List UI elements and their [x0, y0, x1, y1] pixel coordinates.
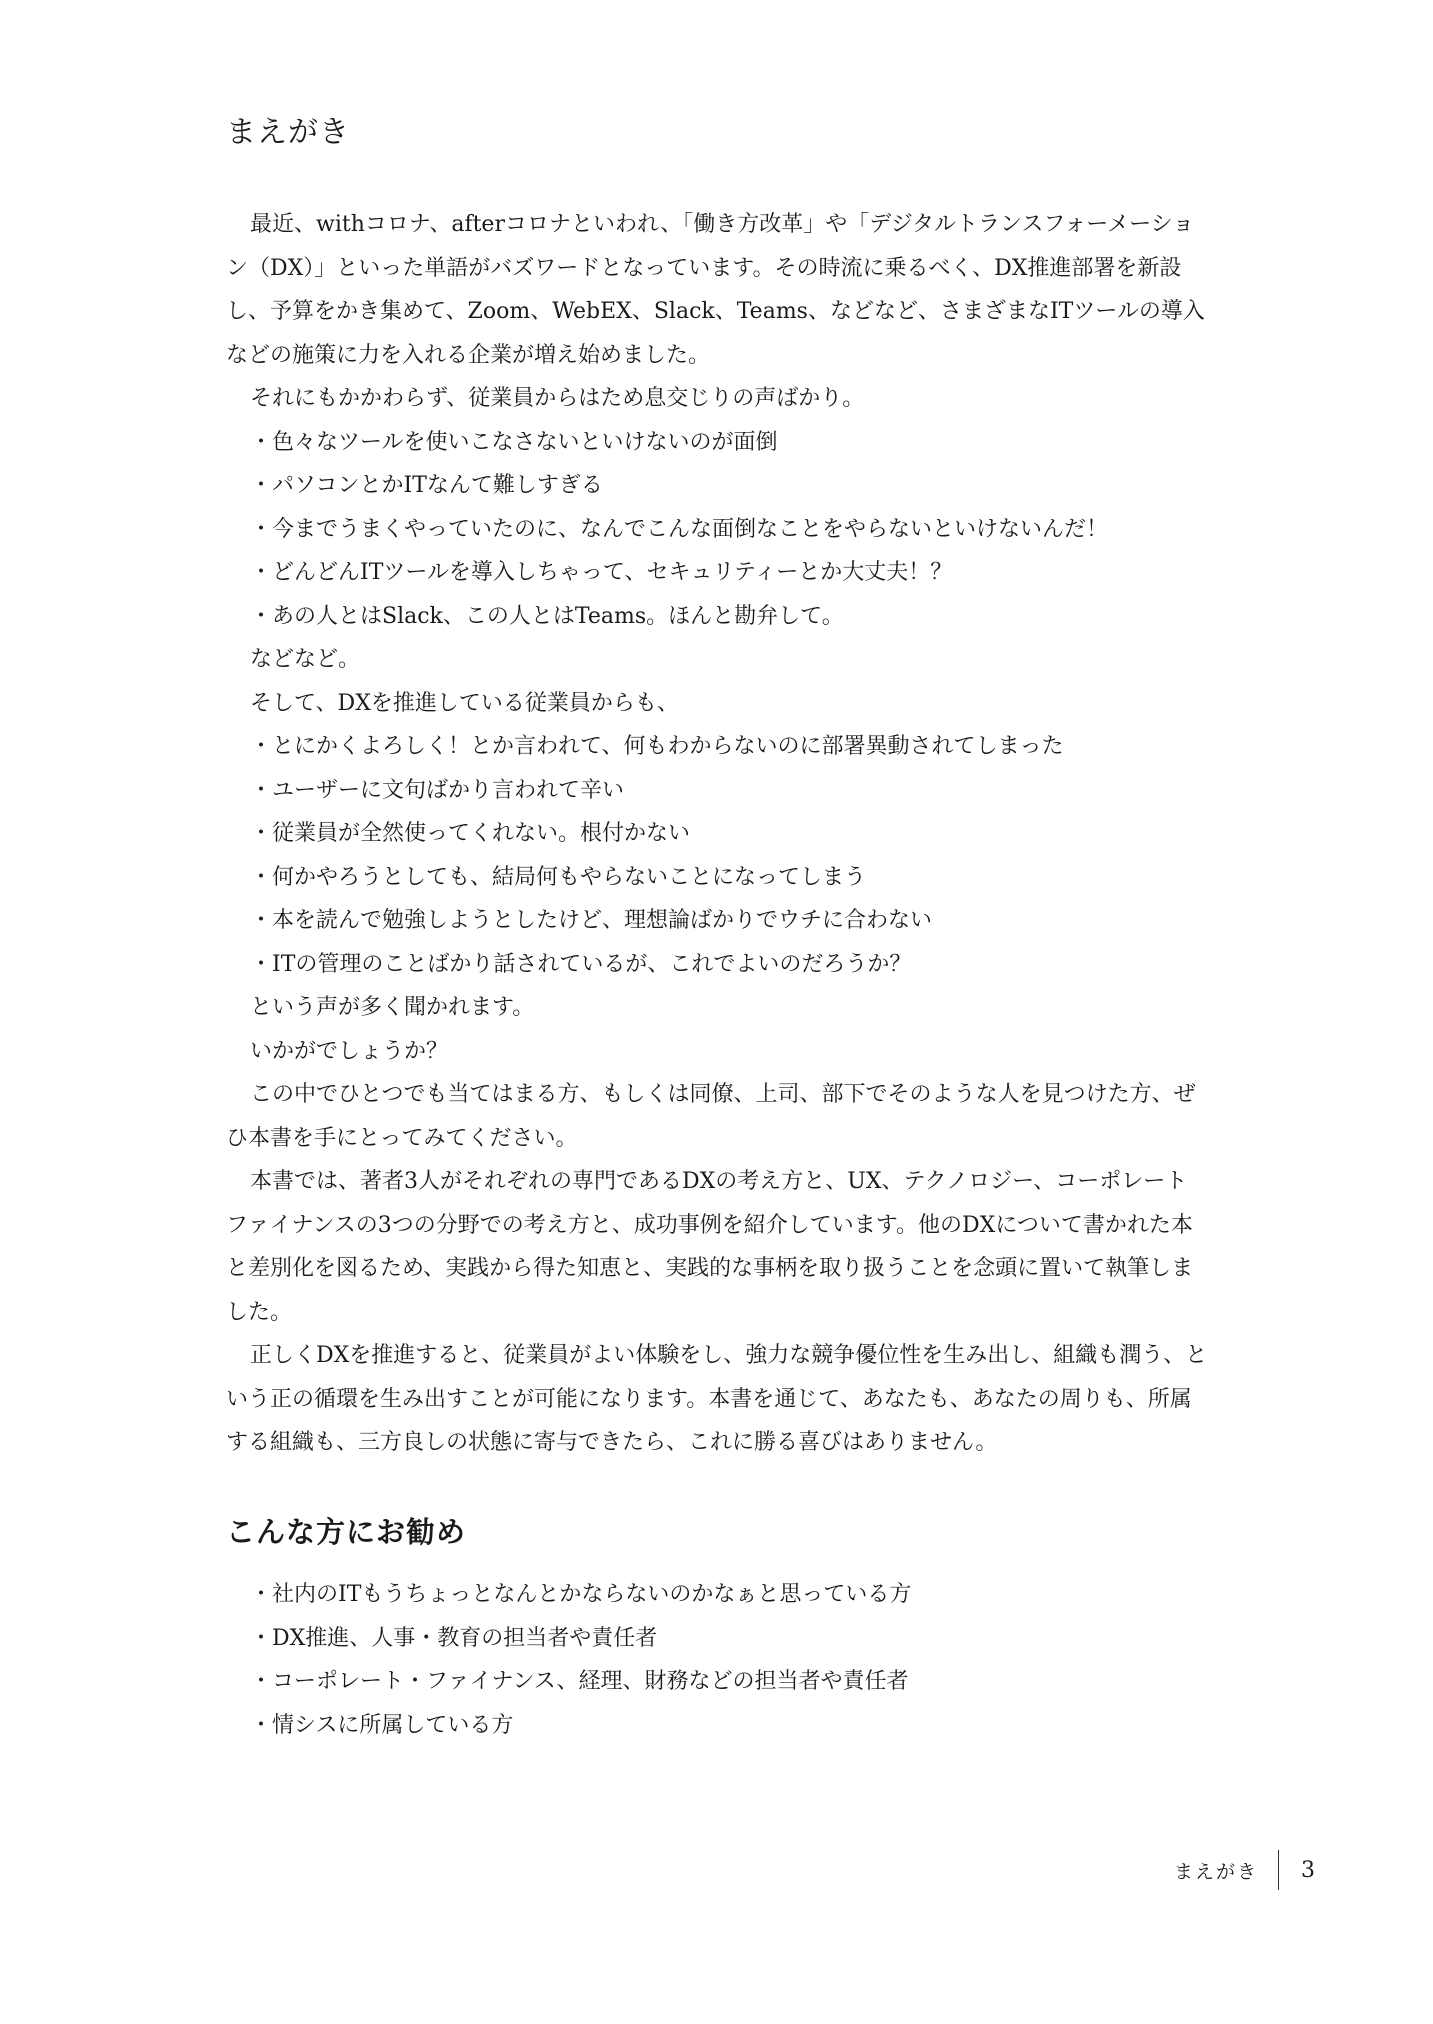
- paragraph-line: この中でひとつでも当てはまる方、もしくは同僚、上司、部下でそのような人を見つけた方、ぜ: [250, 1082, 1196, 1107]
- paragraph-line: 最近、withコロナ、afterコロナといわれ、「働き方改革」や「デジタルトランスフォーメーショ: [250, 212, 1195, 237]
- list-item: ・情シスに所属している方: [250, 1712, 514, 1738]
- paragraph-line: それにもかかわらず、従業員からはため息交じりの声ばかり。: [250, 386, 865, 411]
- list-item: ・今までうまくやっていたのに、なんでこんな面倒なことをやらないといけないんだ！: [250, 516, 1109, 542]
- page-footer: [1174, 1848, 1315, 1892]
- paragraph-line: ファイナンスの3つの分野での考え方と、成功事例を紹介しています。他のDXについて書かれた本: [226, 1212, 1193, 1238]
- recommend-list: [226, 1573, 1316, 1747]
- list-item: ・従業員が全然使ってくれない。根付かない: [250, 821, 691, 846]
- paragraph-line: 本書では、著者3人がそれぞれの専門であるDXの考え方と、UX、テクノロジー、コーポレート: [250, 1169, 1188, 1194]
- list-item: ・ITの管理のことばかり話されているが、これでよいのだろうか？: [250, 951, 912, 977]
- paragraph-line: などの施策に力を入れる企業が増え始めました。: [226, 342, 711, 368]
- list-item: ・ユーザーに文句ばかり言われて辛い: [250, 777, 625, 803]
- paragraph-line: ひ本書を手にとってみてください。: [226, 1125, 578, 1151]
- paragraph-line: いかがでしょうか？: [250, 1038, 449, 1064]
- paragraph-line: し、予算をかき集めて、Zoom、WebEX、Slack、Teams、などなど、さまざまなITツールの導入: [226, 299, 1205, 324]
- preface-heading: まえがき: [226, 115, 350, 150]
- paragraph-line: した。: [226, 1299, 293, 1325]
- paragraph-line: 正しくDXを推進すると、従業員がよい体験をし、強力な競争優位性を生み出し、組織も潤う、と: [250, 1343, 1208, 1368]
- list-item: ・あの人とはSlack、この人とはTeams。ほんと勘弁して。: [250, 603, 844, 629]
- list-item: ・パソコンとかITなんて難しすぎる: [250, 473, 603, 498]
- list-item: ・どんどんITツールを導入しちゃって、セキュリティーとか大丈夫！？: [250, 560, 953, 585]
- paragraph-line: する組織も、三方良しの状態に寄与できたら、これに勝る喜びはありません。: [226, 1430, 998, 1455]
- page-number: 3: [1301, 1857, 1315, 1883]
- list-item: ・社内のITもうちょっとなんとかならないのかなぁと思っている方: [250, 1582, 912, 1607]
- list-item: ・とにかくよろしく！とか言われて、何もわからないのに部署異動されてしまった: [250, 734, 1064, 759]
- paragraph-line: と差別化を図るため、実践から得た知恵と、実践的な事柄を取り扱うことを念頭に置いて執筆しま: [226, 1256, 1194, 1281]
- list-item: ・色々なツールを使いこなさないといけないのが面倒: [250, 429, 778, 455]
- list-item: ・コーポレート・ファイナンス、経理、財務などの担当者や責任者: [250, 1669, 909, 1694]
- recommend-heading: こんな方にお勧め: [226, 1515, 467, 1549]
- list-item: ・本を読んで勉強しようとしたけど、理想論ばかりでウチに合わない: [250, 908, 933, 933]
- running-header-title: まえがき: [1173, 1860, 1258, 1883]
- paragraph-line: ン（DX）」といった単語がバズワードとなっています。その時流に乗るべく、DX推進部署を新設: [226, 255, 1182, 281]
- preface-body: [226, 203, 1316, 1465]
- list-item: ・何かやろうとしても、結局何もやらないことになってしまう: [250, 864, 867, 890]
- paragraph-line: そして、DXを推進している従業員からも、: [250, 690, 679, 716]
- paragraph-line: などなど。: [250, 647, 361, 672]
- paragraph-line: いう正の循環を生み出すことが可能になります。本書を通じて、あなたも、あなたの周りも、所属: [226, 1386, 1192, 1412]
- paragraph-line: という声が多く聞かれます。: [250, 995, 535, 1020]
- list-item: ・DX推進、人事・教育の担当者や責任者: [250, 1625, 658, 1651]
